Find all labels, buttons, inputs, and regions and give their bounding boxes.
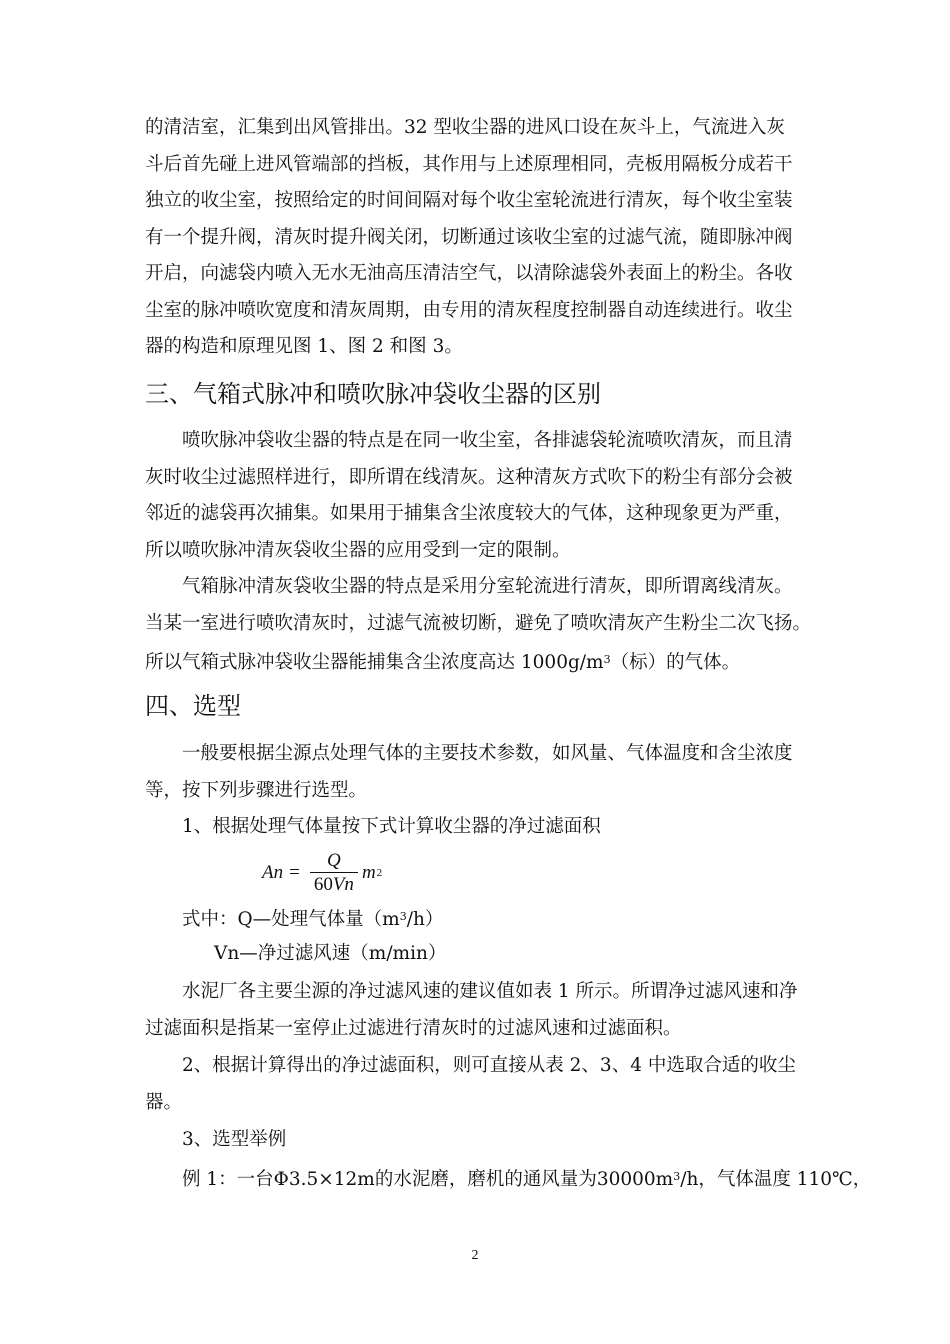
text-line: 等，按下列步骤进行选型。 xyxy=(145,779,368,801)
text-line: 喷吹脉冲袋收尘器的特点是在同一收尘室，各排滤袋轮流喷吹清灰，而且清 xyxy=(182,430,793,451)
section-4-paragraph-2 xyxy=(145,974,805,1047)
formula-fraction xyxy=(310,850,358,897)
text-line: 所以气箱式脉冲袋收尘器能捕集含尘浓度高达 $1000g/m^3$（标）的气体。 xyxy=(145,652,741,673)
formula-unit: m xyxy=(361,862,376,883)
text-line: 的清洁室，汇集到出风管排出。32 型收尘器的进风口设在灰斗上，气流进入灰 xyxy=(145,117,785,138)
formula-numerator: Q xyxy=(327,849,341,871)
text-line: Vn—净过滤风速（m/min） xyxy=(214,943,447,964)
text-line: 斗后首先碰上进风管端部的挡板，其作用与上述原理相同，壳板用隔板分成若干 xyxy=(145,153,793,175)
section-3-paragraph-1 xyxy=(145,423,805,569)
formula-lhs: An xyxy=(262,862,284,883)
text-line: 气箱脉冲清灰袋收尘器的特点是采用分室轮流进行清灰，即所谓离线清灰。 xyxy=(182,576,793,597)
superscript: 3 xyxy=(399,910,407,923)
text-line: 独立的收尘室，按照给定的时间间隔对每个收尘室轮流进行清灰，每个收尘室装 xyxy=(145,190,793,211)
text-line: 过滤面积是指某一室停止过滤进行清灰时的过滤风速和过滤面积。 xyxy=(145,1017,682,1039)
section-4-heading: 四、选型 xyxy=(145,692,241,720)
text-line: 一般要根据尘源点处理气体的主要技术参数，如风量、气体温度和含尘浓度 xyxy=(182,743,793,764)
net-filter-area-formula xyxy=(262,848,382,898)
text-line: 式中：Q—处理气体量$(m^3/h)$ xyxy=(182,909,444,930)
step-2 xyxy=(145,1048,805,1121)
text-line: 器的构造和原理见图 1、图 2 和图 3。 xyxy=(145,336,463,357)
text-line: 例 1：一台Φ3.5×12m的水泥磨，磨机的通风量为$30000m^3/h$，气体温度 110℃， xyxy=(182,1169,872,1190)
section-3-paragraph-2 xyxy=(145,569,812,682)
formula-unit-exponent: 2 xyxy=(376,867,383,879)
text-line: 开启，向滤袋内喷入无水无油高压清洁空气，以清除滤袋外表面上的粉尘。各收 xyxy=(145,263,793,284)
text-line: 器。 xyxy=(145,1091,183,1113)
formula-legend-vn xyxy=(145,936,805,973)
step-1 xyxy=(145,809,805,846)
formula-equals: = xyxy=(289,862,300,883)
formula-legend-q xyxy=(145,899,805,939)
text-line: 所以喷吹脉冲清灰袋收尘器的应用受到一定的限制。 xyxy=(145,539,571,561)
text-line: 2、根据计算得出的净过滤面积，则可直接从表 2、3、4 中选取合适的收尘 xyxy=(182,1055,796,1076)
text-line: 邻近的滤袋再次捕集。如果用于捕集含尘浓度较大的气体，这种现象更为严重， xyxy=(145,503,793,524)
superscript: 3 xyxy=(673,1170,681,1183)
step-3 xyxy=(145,1122,805,1159)
text-line: 水泥厂各主要尘源的净过滤风速的建议值如表 1 所示。所谓净过滤风速和净 xyxy=(182,981,798,1002)
text-line: 尘室的脉冲喷吹宽度和清灰周期，由专用的清灰程度控制器自动连续进行。收尘 xyxy=(145,299,793,321)
section-4-paragraph-1 xyxy=(145,736,805,809)
text-line: 1、根据处理气体量按下式计算收尘器的净过滤面积 xyxy=(182,816,601,837)
section-3-heading: 三、气箱式脉冲和喷吹脉冲袋收尘器的区别 xyxy=(145,380,601,408)
text-line: 有一个提升阀，清灰时提升阀关闭，切断通过该收尘室的过滤气流，随即脉冲阀 xyxy=(145,226,793,248)
page-number: 2 xyxy=(471,1248,479,1263)
formula-denominator: 60Vn xyxy=(313,873,354,895)
intro-paragraph xyxy=(145,110,805,366)
text-line: 当某一室进行喷吹清灰时，过滤气流被切断，避免了喷吹清灰产生粉尘二次飞扬。 xyxy=(145,612,812,634)
text-line: 灰时收尘过滤照样进行，即所谓在线清灰。这种清灰方式吹下的粉尘有部分会被 xyxy=(145,466,793,488)
superscript: 3 xyxy=(603,653,611,666)
text-line: 3、选型举例 xyxy=(182,1129,287,1150)
example-1 xyxy=(145,1159,872,1199)
